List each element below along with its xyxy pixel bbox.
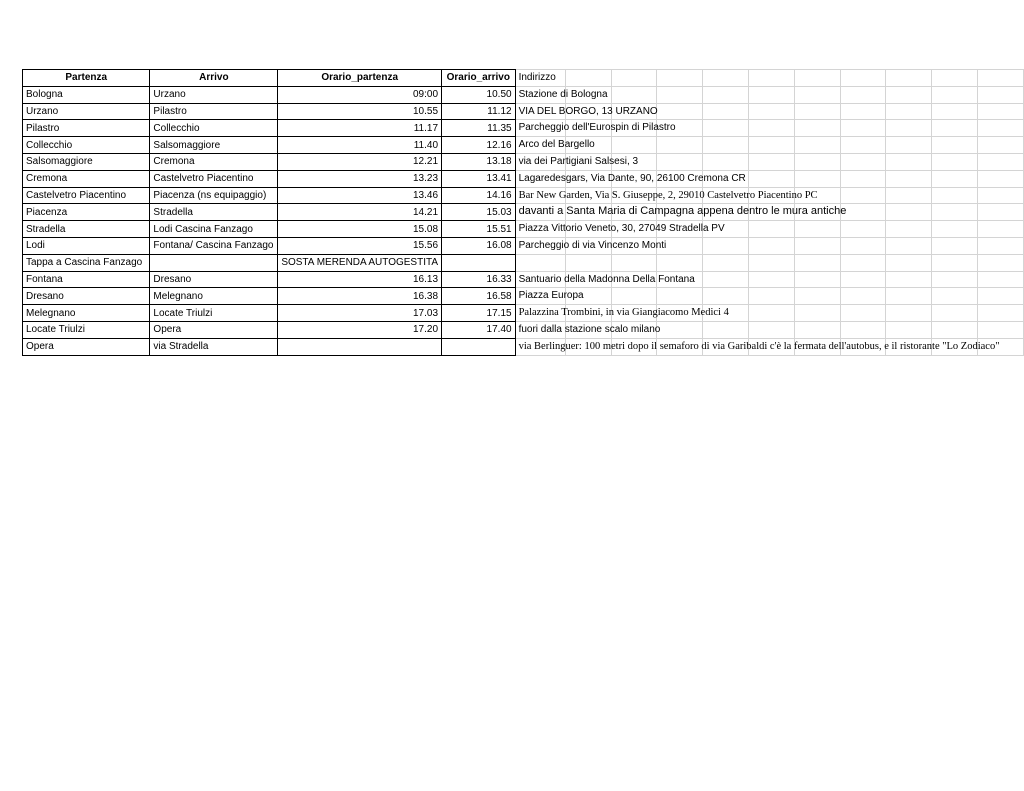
cell-orario-arrivo[interactable]: 13.41 (442, 170, 516, 187)
empty-cell[interactable] (886, 305, 932, 322)
cell-orario-arrivo[interactable]: 15.51 (442, 221, 516, 238)
table-row (23, 271, 1024, 288)
empty-cell[interactable] (703, 153, 749, 170)
table-row (23, 86, 1024, 103)
header-partenza[interactable]: Partenza (23, 70, 150, 87)
header-orario-partenza[interactable]: Orario_partenza (278, 70, 442, 87)
empty-cell[interactable] (749, 271, 795, 288)
cell-indirizzo[interactable] (515, 305, 729, 322)
empty-cell[interactable] (703, 321, 749, 338)
cell-orario-arrivo[interactable]: 10.50 (442, 86, 516, 103)
empty-cell[interactable] (703, 271, 749, 288)
empty-cell[interactable] (794, 120, 840, 137)
empty-cell[interactable] (886, 221, 932, 238)
empty-cell[interactable] (703, 254, 749, 271)
cell-partenza[interactable]: Collecchio (23, 137, 150, 154)
address-text: Santuario della Madonna Della Fontana (518, 273, 695, 285)
empty-cell[interactable] (657, 254, 703, 271)
table-row (23, 338, 1024, 355)
table-row (23, 204, 1024, 221)
cell-orario-arrivo[interactable]: 16.08 (442, 237, 516, 254)
empty-cell[interactable] (840, 237, 886, 254)
empty-cell[interactable] (978, 271, 1024, 288)
cell-arrivo[interactable]: Castelvetro Piacentino (150, 170, 278, 187)
empty-cell[interactable] (840, 204, 886, 221)
empty-cell[interactable] (886, 153, 932, 170)
cell-orario-partenza[interactable]: 09:00 (278, 86, 442, 103)
empty-cell[interactable] (840, 305, 886, 322)
cell-orario-arrivo[interactable]: 17.15 (442, 305, 516, 322)
empty-cell[interactable] (978, 288, 1024, 305)
empty-cell[interactable] (886, 254, 932, 271)
cell-orario-partenza[interactable]: 16.38 (278, 288, 442, 305)
cell-partenza[interactable]: Lodi (23, 237, 150, 254)
cell-arrivo[interactable]: Stradella (150, 204, 278, 221)
cell-partenza[interactable]: Bologna (23, 86, 150, 103)
empty-cell[interactable] (657, 70, 703, 87)
empty-cell[interactable] (932, 237, 978, 254)
empty-cell[interactable] (657, 86, 703, 103)
address-text: VIA DEL BORGO, 13 URZANO (518, 105, 658, 117)
address-text: davanti a Santa Maria di Campagna appena dentro le mura antiche (518, 205, 847, 218)
address-text: Lagaredesgars, Via Dante, 90, 26100 Cremona CR (518, 172, 746, 184)
table-row (23, 153, 1024, 170)
cell-arrivo[interactable]: Lodi Cascina Fanzago (150, 221, 278, 238)
cell-partenza[interactable]: Dresano (23, 288, 150, 305)
cell-partenza[interactable]: Tappa a Cascina Fanzago (23, 254, 150, 271)
cell-arrivo[interactable]: Fontana/ Cascina Fanzago (150, 237, 278, 254)
empty-cell[interactable] (840, 187, 886, 204)
empty-cell[interactable] (794, 86, 840, 103)
address-text: Parcheggio di via Vincenzo Monti (518, 239, 667, 251)
cell-orario-partenza[interactable]: 11.17 (278, 120, 442, 137)
cell-partenza[interactable]: Urzano (23, 103, 150, 120)
header-orario-arrivo[interactable]: Orario_arrivo (442, 70, 516, 87)
cell-partenza[interactable]: Castelvetro Piacentino (23, 187, 150, 204)
empty-cell[interactable] (886, 86, 932, 103)
empty-cell[interactable] (794, 170, 840, 187)
cell-indirizzo[interactable] (515, 237, 667, 254)
cell-partenza[interactable]: Cremona (23, 170, 150, 187)
cell-partenza[interactable]: Melegnano (23, 305, 150, 322)
address-text: Piazza Vittorio Veneto, 30, 27049 Stradella PV (518, 223, 725, 235)
empty-cell[interactable] (932, 170, 978, 187)
empty-cell[interactable] (794, 271, 840, 288)
empty-cell[interactable] (749, 153, 795, 170)
empty-cell[interactable] (749, 120, 795, 137)
empty-cell[interactable] (932, 271, 978, 288)
empty-cell[interactable] (703, 103, 749, 120)
empty-cell[interactable] (932, 70, 978, 87)
cell-orario-arrivo[interactable]: 11.12 (442, 103, 516, 120)
empty-cell[interactable] (749, 221, 795, 238)
empty-cell[interactable] (932, 103, 978, 120)
empty-cell[interactable] (840, 221, 886, 238)
cell-partenza[interactable]: Stradella (23, 221, 150, 238)
cell-indirizzo[interactable] (515, 86, 608, 103)
empty-cell[interactable] (978, 221, 1024, 238)
empty-cell[interactable] (978, 204, 1024, 221)
cell-note[interactable]: SOSTA MERENDA AUTOGESTITA (278, 254, 442, 271)
cell-orario-partenza[interactable]: 11.40 (278, 137, 442, 154)
table-row (23, 187, 1024, 204)
empty-cell[interactable] (932, 120, 978, 137)
empty-cell[interactable] (886, 288, 932, 305)
cell-arrivo[interactable]: Pilastro (150, 103, 278, 120)
empty-cell[interactable] (794, 254, 840, 271)
cell-arrivo[interactable]: via Stradella (150, 338, 278, 355)
cell-orario-partenza[interactable]: 10.55 (278, 103, 442, 120)
empty-cell[interactable] (657, 288, 703, 305)
cell-orario-partenza[interactable]: 14.21 (278, 204, 442, 221)
cell-partenza[interactable]: Opera (23, 338, 150, 355)
empty-cell[interactable] (840, 120, 886, 137)
cell-partenza[interactable]: Piacenza (23, 204, 150, 221)
empty-cell[interactable] (932, 86, 978, 103)
empty-cell[interactable] (886, 103, 932, 120)
empty-cell[interactable] (840, 70, 886, 87)
table-body (23, 86, 1024, 355)
table-row (23, 170, 1024, 187)
cell-indirizzo[interactable] (515, 321, 661, 338)
cell-arrivo[interactable] (150, 254, 278, 271)
empty-cell[interactable] (978, 120, 1024, 137)
empty-cell[interactable] (749, 70, 795, 87)
empty-cell[interactable] (611, 288, 657, 305)
empty-cell[interactable] (657, 137, 703, 154)
empty-cell[interactable] (657, 103, 703, 120)
empty-cell[interactable] (978, 70, 1024, 87)
header-arrivo[interactable]: Arrivo (150, 70, 278, 87)
itinerary-table (22, 69, 1024, 356)
empty-cell[interactable] (840, 321, 886, 338)
cell-orario-arrivo[interactable] (442, 338, 516, 355)
table-row (23, 137, 1024, 154)
cell-indirizzo[interactable] (515, 221, 725, 238)
cell-orario-partenza[interactable]: 13.23 (278, 170, 442, 187)
empty-cell[interactable] (978, 86, 1024, 103)
address-text: Bar New Garden, Via S. Giuseppe, 2, 29010 Castelvetro Piacentino PC (518, 189, 818, 201)
cell-arrivo[interactable]: Salsomaggiore (150, 137, 278, 154)
empty-cell[interactable] (657, 321, 703, 338)
cell-orario-arrivo[interactable]: 16.58 (442, 288, 516, 305)
empty-cell[interactable] (794, 103, 840, 120)
empty-cell[interactable] (978, 254, 1024, 271)
empty-cell[interactable] (749, 288, 795, 305)
empty-cell[interactable] (703, 120, 749, 137)
cell-orario-arrivo[interactable]: 15.03 (442, 204, 516, 221)
empty-cell[interactable] (840, 170, 886, 187)
table-row (23, 305, 1024, 322)
table-row (23, 237, 1024, 254)
cell-partenza[interactable]: Fontana (23, 271, 150, 288)
cell-arrivo[interactable]: Piacenza (ns equipaggio) (150, 187, 278, 204)
cell-indirizzo[interactable] (515, 204, 847, 221)
empty-cell[interactable] (794, 321, 840, 338)
empty-cell[interactable] (749, 137, 795, 154)
cell-indirizzo[interactable] (515, 288, 584, 305)
empty-cell[interactable] (611, 254, 657, 271)
address-text: via dei Partigiani Salsesi, 3 (518, 155, 639, 167)
empty-cell[interactable] (932, 321, 978, 338)
empty-cell[interactable] (978, 137, 1024, 154)
empty-cell[interactable] (978, 305, 1024, 322)
cell-arrivo[interactable]: Urzano (150, 86, 278, 103)
cell-orario-arrivo[interactable]: 17.40 (442, 321, 516, 338)
empty-cell[interactable] (886, 321, 932, 338)
empty-cell[interactable] (886, 120, 932, 137)
cell-indirizzo[interactable] (515, 254, 565, 271)
cell-arrivo[interactable]: Cremona (150, 153, 278, 170)
cell-orario-partenza[interactable]: 17.20 (278, 321, 442, 338)
empty-cell[interactable] (886, 271, 932, 288)
empty-cell[interactable] (886, 70, 932, 87)
cell-partenza[interactable]: Salsomaggiore (23, 153, 150, 170)
cell-orario-arrivo[interactable]: 12.16 (442, 137, 516, 154)
header-row (23, 70, 1024, 87)
empty-cell[interactable] (932, 254, 978, 271)
empty-cell[interactable] (932, 187, 978, 204)
empty-cell[interactable] (565, 70, 611, 87)
empty-cell[interactable] (978, 321, 1024, 338)
cell-indirizzo[interactable] (515, 187, 818, 204)
cell-orario-partenza[interactable]: 15.56 (278, 237, 442, 254)
empty-cell[interactable] (749, 254, 795, 271)
empty-cell[interactable] (932, 137, 978, 154)
cell-orario-arrivo[interactable]: 16.33 (442, 271, 516, 288)
empty-cell[interactable] (611, 86, 657, 103)
empty-cell[interactable] (886, 187, 932, 204)
table-row (23, 221, 1024, 238)
table-row (23, 288, 1024, 305)
cell-indirizzo[interactable] (515, 338, 1000, 355)
empty-cell[interactable] (840, 254, 886, 271)
empty-cell[interactable] (703, 137, 749, 154)
cell-orario-partenza[interactable]: 13.46 (278, 187, 442, 204)
empty-cell[interactable] (749, 86, 795, 103)
cell-orario-arrivo[interactable]: 14.16 (442, 187, 516, 204)
empty-cell[interactable] (749, 103, 795, 120)
empty-cell[interactable] (840, 153, 886, 170)
cell-arrivo[interactable]: Locate Triulzi (150, 305, 278, 322)
empty-cell[interactable] (886, 237, 932, 254)
empty-cell[interactable] (794, 221, 840, 238)
table-row (23, 120, 1024, 137)
address-text: Parcheggio dell'Eurospin di Pilastro (518, 122, 676, 134)
empty-cell[interactable] (703, 70, 749, 87)
address-text: via Berlinguer: 100 metri dopo il semaforo di via Garibaldi c'è la fermata dell'autobus, e il ristorante "Lo Zodiaco" (518, 340, 1000, 352)
empty-cell[interactable] (794, 237, 840, 254)
cell-arrivo[interactable]: Opera (150, 321, 278, 338)
empty-cell[interactable] (840, 271, 886, 288)
cell-orario-partenza[interactable]: 16.13 (278, 271, 442, 288)
cell-orario-arrivo[interactable]: 13.18 (442, 153, 516, 170)
cell-orario-arrivo[interactable] (442, 254, 516, 271)
cell-orario-partenza[interactable]: 15.08 (278, 221, 442, 238)
table-row (23, 103, 1024, 120)
empty-cell[interactable] (611, 70, 657, 87)
empty-cell[interactable] (886, 170, 932, 187)
empty-cell[interactable] (794, 70, 840, 87)
address-text: Stazione di Bologna (518, 88, 608, 100)
cell-orario-arrivo[interactable]: 11.35 (442, 120, 516, 137)
empty-cell[interactable] (840, 288, 886, 305)
cell-indirizzo[interactable] (515, 170, 746, 187)
address-text: Palazzina Trombini, in via Giangiacomo Medici 4 (518, 307, 729, 319)
cell-indirizzo[interactable] (515, 137, 595, 154)
empty-cell[interactable] (657, 153, 703, 170)
empty-cell[interactable] (978, 103, 1024, 120)
empty-cell[interactable] (932, 288, 978, 305)
empty-cell[interactable] (749, 170, 795, 187)
empty-cell[interactable] (932, 221, 978, 238)
empty-cell[interactable] (794, 305, 840, 322)
empty-cell[interactable] (840, 137, 886, 154)
cell-partenza[interactable]: Locate Triulzi (23, 321, 150, 338)
empty-cell[interactable] (794, 288, 840, 305)
table-row (23, 254, 1024, 271)
empty-cell[interactable] (978, 187, 1024, 204)
empty-cell[interactable] (794, 137, 840, 154)
empty-cell[interactable] (886, 204, 932, 221)
cell-arrivo[interactable]: Dresano (150, 271, 278, 288)
empty-cell[interactable] (794, 153, 840, 170)
empty-cell[interactable] (932, 204, 978, 221)
cell-orario-partenza[interactable]: 12.21 (278, 153, 442, 170)
cell-indirizzo[interactable] (515, 153, 639, 170)
empty-cell[interactable] (749, 321, 795, 338)
empty-cell[interactable] (932, 305, 978, 322)
empty-cell[interactable] (703, 288, 749, 305)
address-text: Arco del Bargello (518, 139, 595, 151)
cell-orario-partenza[interactable] (278, 338, 442, 355)
address-text: fuori dalla stazione scalo milano (518, 323, 661, 335)
empty-cell[interactable] (840, 86, 886, 103)
empty-cell[interactable] (565, 254, 611, 271)
table-row (23, 321, 1024, 338)
cell-indirizzo[interactable] (515, 120, 676, 137)
empty-cell[interactable] (749, 237, 795, 254)
empty-cell[interactable] (978, 153, 1024, 170)
empty-cell[interactable] (886, 137, 932, 154)
empty-cell[interactable] (978, 170, 1024, 187)
empty-cell[interactable] (978, 237, 1024, 254)
cell-indirizzo[interactable] (515, 103, 658, 120)
header-indirizzo[interactable]: Indirizzo (515, 70, 565, 87)
empty-cell[interactable] (840, 103, 886, 120)
cell-indirizzo[interactable] (515, 271, 695, 288)
cell-orario-partenza[interactable]: 17.03 (278, 305, 442, 322)
address-text: Piazza Europa (518, 290, 584, 302)
cell-arrivo[interactable]: Melegnano (150, 288, 278, 305)
empty-cell[interactable] (611, 137, 657, 154)
empty-cell[interactable] (932, 153, 978, 170)
cell-arrivo[interactable]: Collecchio (150, 120, 278, 137)
empty-cell[interactable] (703, 86, 749, 103)
empty-cell[interactable] (703, 237, 749, 254)
cell-partenza[interactable]: Pilastro (23, 120, 150, 137)
empty-cell[interactable] (749, 305, 795, 322)
